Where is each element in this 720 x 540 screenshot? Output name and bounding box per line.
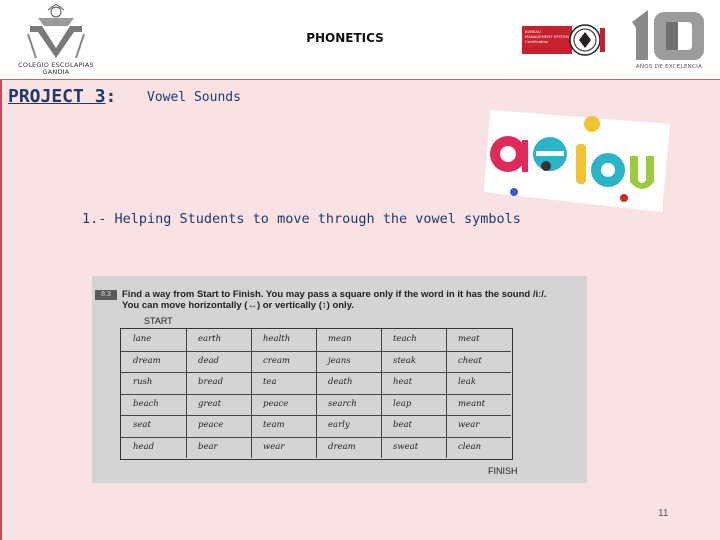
maze-cell: steak [393,355,417,366]
exercise-number: 8.3 [95,290,117,300]
maze-cell: sweat [393,441,419,452]
slide-number: 11 [658,508,669,519]
maze-cell: clean [458,441,482,452]
grid-line [186,329,187,458]
vowel-characters-image [484,96,672,214]
maze-cell: great [198,398,222,409]
maze-cell: wear [263,441,285,452]
maze-cell: beach [133,398,159,409]
worksheet-instructions [122,289,547,311]
project-label: PROJECT 3 [8,86,106,107]
badge-caption: AÑOS DE EXCELENCIA [635,64,703,70]
grid-line [316,329,317,458]
slide-body [0,80,720,540]
worksheet-scan [92,276,587,483]
maze-cell: rush [133,377,153,387]
school-crest-icon [8,4,104,62]
slide-header [0,0,720,80]
maze-cell: cheat [458,355,482,366]
maze-cell: leap [393,398,412,409]
certification-logo [522,22,606,58]
maze-cell: head [133,441,155,452]
step-instruction: 1.- Helping Students to move through the vowel symbols [82,211,521,227]
maze-cell: meat [458,334,480,344]
maze-cell: lane [133,334,152,344]
instructions-line-1: Find a way from Start to Finish. You may pass a square only if the word in it has the sound /iː/. [122,289,547,300]
maze-cell: peace [198,420,224,430]
maze-cell: death [328,377,353,387]
maze-cell: leak [458,377,476,387]
maze-cell: heat [393,377,412,387]
maze-cell: meant [458,398,486,409]
maze-cell: beat [393,420,412,430]
maze-cell: early [328,420,350,430]
maze-cell: mean [328,334,352,344]
maze-cell: dream [133,355,161,366]
maze-cell: bear [198,441,218,452]
start-label: START [144,316,173,326]
maze-cell: jeans [328,355,351,366]
cert-line-1: BUREAU [525,29,541,34]
maze-cell: seat [133,420,151,430]
project-heading [8,86,116,107]
grid-line [381,329,382,458]
header-title: PHONETICS [306,31,384,45]
maze-cell: dream [328,441,356,452]
project-subtitle: Vowel Sounds [147,90,241,105]
vowel-maze-grid [120,328,513,460]
maze-cell: bread [198,377,224,387]
grid-line [251,329,252,458]
maze-cell: tea [263,377,277,387]
maze-cell: earth [198,334,222,344]
school-name: COLEGIO ESCOLAPIAS GANDIA [18,61,94,76]
maze-cell: cream [263,355,290,366]
anniversary-badge [626,6,712,76]
finish-label: FINISH [488,466,518,476]
vowel-characters-icon [484,96,672,214]
project-colon: : [105,86,117,107]
instructions-line-2: You can move horizontally (↔) or vertically (↕) only. [122,300,354,311]
cert-line-2: MANAGEMENT SYSTEM [525,34,569,39]
maze-cell: search [328,398,357,409]
school-logo [8,4,104,78]
maze-cell: peace [263,398,289,409]
maze-cell: health [263,334,291,344]
maze-cell: teach [393,334,417,344]
cert-line-3: Certification [525,39,549,44]
maze-cell: team [263,420,285,430]
maze-cell: dead [198,355,219,366]
grid-line [446,329,447,458]
maze-cell: wear [458,420,480,430]
ten-years-icon [626,6,712,64]
